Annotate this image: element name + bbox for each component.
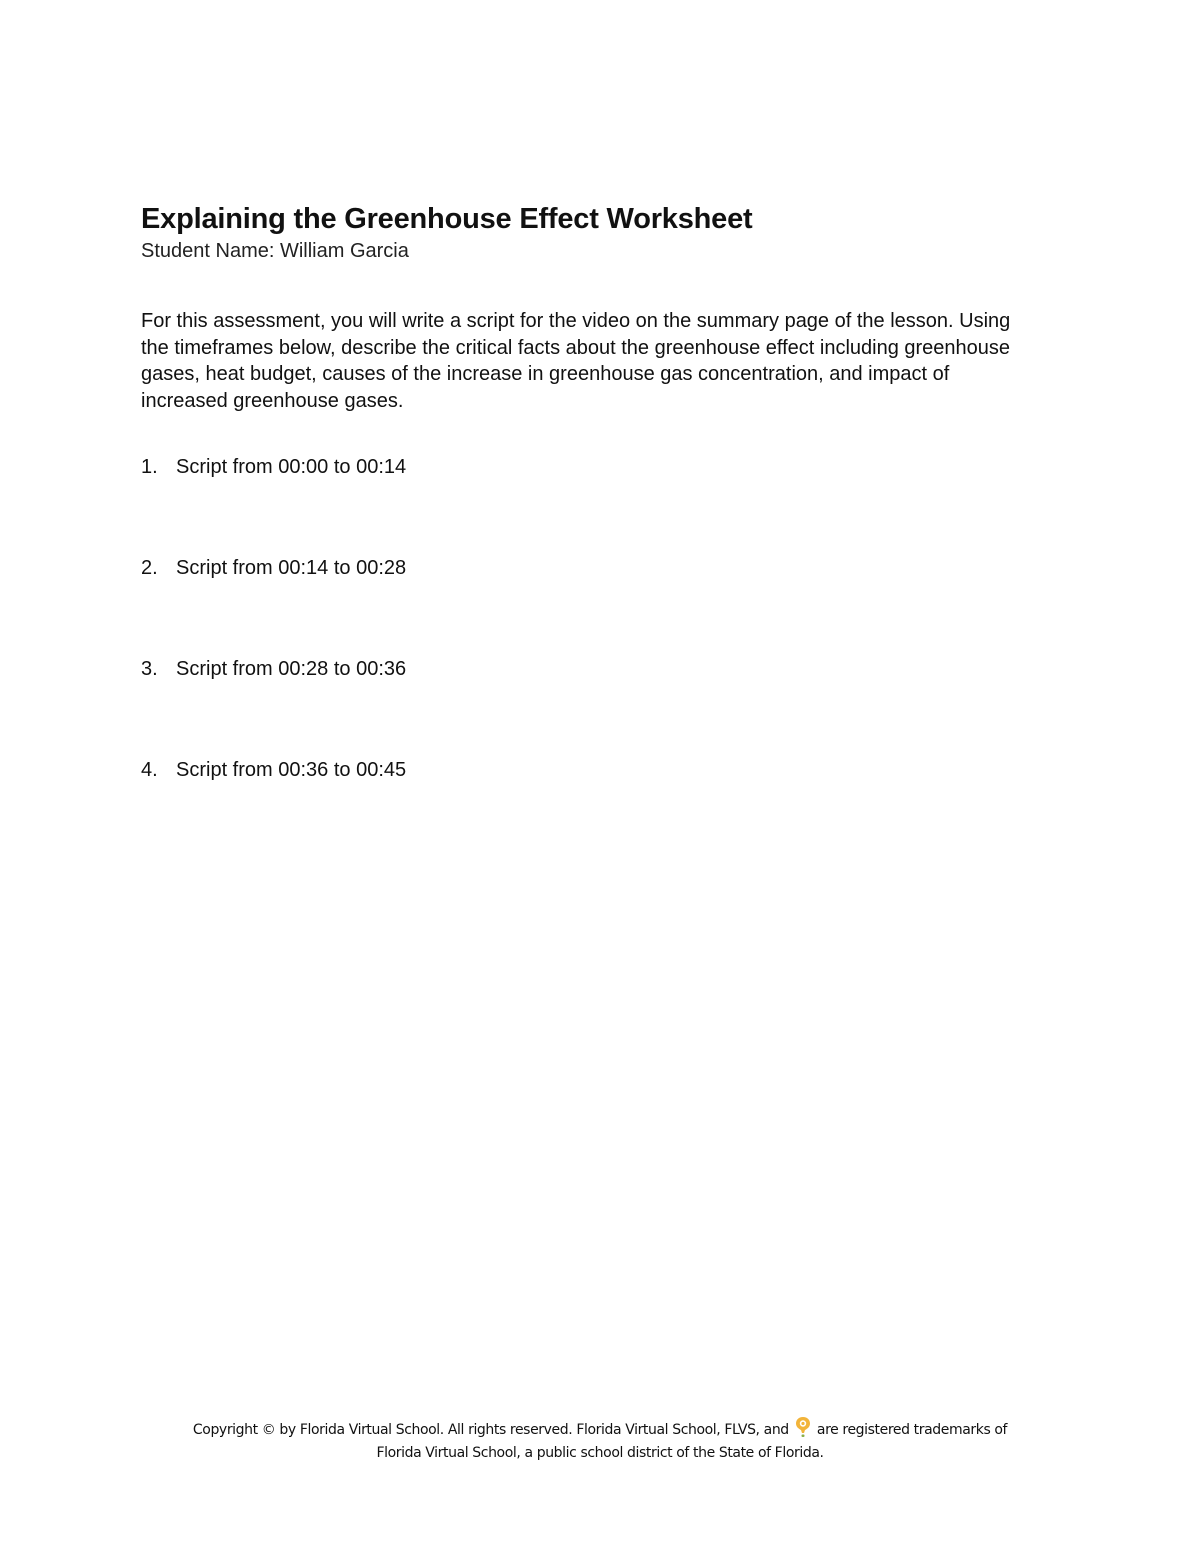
page-title: Explaining the Greenhouse Effect Worksheet	[141, 203, 753, 235]
instructions-paragraph: For this assessment, you will write a script for the video on the summary page of the lesson. Using the timeframes below, describe the critical facts about the greenhouse effect including greenhouse gases, heat budget, causes of the increase in greenhouse gas concentration, and impact of increased greenhouse gases.	[141, 310, 1011, 412]
question-text: Script from 00:28 to 00:36	[176, 658, 407, 680]
student-name-line: Student Name: William Garcia	[141, 240, 409, 262]
footer-line-2: Florida Virtual School, a public school district of the State of Florida.	[376, 1445, 824, 1461]
flvs-logo-icon	[795, 1416, 811, 1438]
footer-line-1	[100, 1416, 1100, 1442]
list-item	[141, 757, 1041, 783]
question-text: Script from 00:36 to 00:45	[176, 759, 407, 781]
question-number: 4.	[141, 759, 158, 781]
question-number: 3.	[141, 658, 158, 680]
question-list	[141, 454, 1041, 783]
list-item	[141, 555, 1041, 581]
question-number: 2.	[141, 557, 158, 579]
question-text: Script from 00:00 to 00:14	[176, 456, 407, 478]
footer-text-before-logo: Copyright © by Florida Virtual School. All rights reserved. Florida Virtual School, FLVS, and	[192, 1422, 789, 1438]
list-item	[141, 454, 1041, 480]
footer-text-after-logo: are registered trademarks of	[816, 1422, 1008, 1438]
list-item	[141, 656, 1041, 682]
question-text: Script from 00:14 to 00:28	[176, 557, 407, 579]
worksheet-content	[141, 200, 1041, 858]
copyright-footer	[100, 1416, 1100, 1465]
question-number: 1.	[141, 456, 158, 478]
